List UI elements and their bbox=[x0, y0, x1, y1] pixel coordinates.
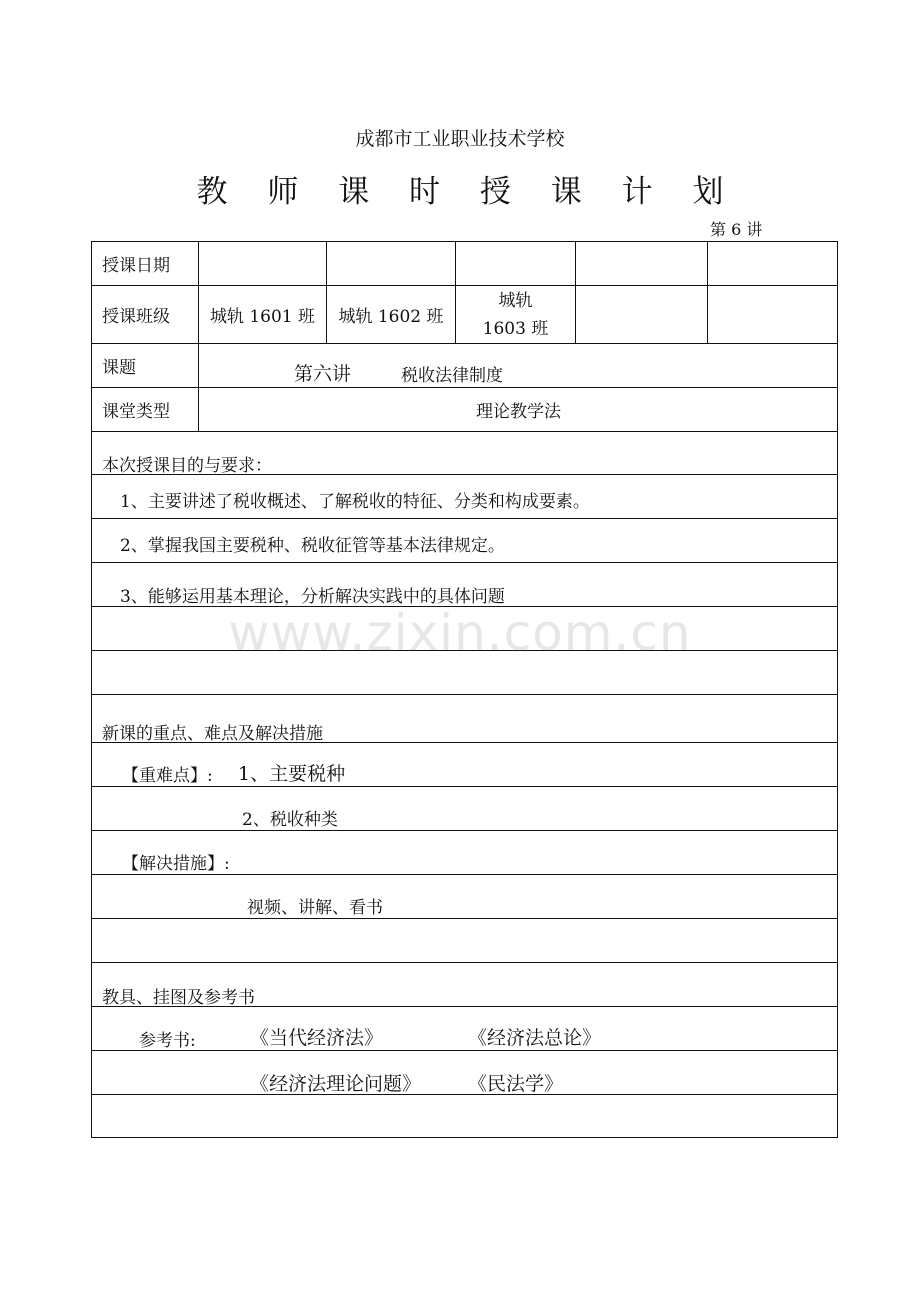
blank-row-3 bbox=[91, 918, 838, 962]
keypoints-heading-row bbox=[91, 694, 838, 742]
solution-row bbox=[91, 874, 838, 918]
objective-item-2: 2、掌握我国主要税种、税收征管等基本法律规定。 bbox=[120, 536, 505, 556]
difficulty-item-1: 1、主要税种 bbox=[238, 763, 346, 785]
difficulty-row-2 bbox=[91, 786, 838, 830]
date-cell-2 bbox=[326, 242, 455, 285]
date-cell-5 bbox=[707, 242, 838, 285]
topic-lecture: 第六讲 bbox=[294, 363, 352, 385]
class-row bbox=[91, 285, 838, 343]
class-cell-3: 城轨 1603 班 bbox=[455, 286, 575, 343]
objectives-heading: 本次授课目的与要求： bbox=[102, 456, 272, 476]
books-row-2 bbox=[91, 1050, 838, 1094]
objectives-heading-row bbox=[91, 431, 838, 474]
objective-row-1 bbox=[91, 474, 838, 518]
difficulty-item-2: 2、税收种类 bbox=[242, 810, 338, 830]
topic-label: 课题 bbox=[102, 358, 136, 378]
keypoints-heading: 新课的重点、难点及解决措施 bbox=[102, 724, 323, 744]
objective-item-1: 1、主要讲述了税收概述、了解税收的特征、分类和构成要素。 bbox=[120, 492, 590, 512]
difficulty-row-1 bbox=[91, 742, 838, 786]
class-cell-2: 城轨 1602 班 bbox=[326, 286, 455, 343]
materials-heading: 教具、挂图及参考书 bbox=[102, 988, 255, 1008]
solution-value: 视频、讲解、看书 bbox=[247, 898, 383, 918]
type-label: 课堂类型 bbox=[102, 402, 170, 422]
book-1: 《当代经济法》 bbox=[250, 1027, 384, 1049]
date-row bbox=[91, 241, 838, 285]
topic-row bbox=[91, 343, 838, 387]
ref-label: 参考书: bbox=[139, 1031, 196, 1051]
date-label: 授课日期 bbox=[102, 256, 170, 276]
books-row-1 bbox=[91, 1006, 838, 1050]
objective-row-2 bbox=[91, 518, 838, 562]
objective-row-3 bbox=[91, 562, 838, 606]
class-cell-4 bbox=[575, 286, 707, 343]
topic-value-cell bbox=[198, 344, 838, 387]
type-row bbox=[91, 387, 838, 431]
solution-label-row bbox=[91, 830, 838, 874]
book-2: 《经济法总论》 bbox=[468, 1027, 602, 1049]
book-4: 《民法学》 bbox=[468, 1073, 564, 1095]
date-cell-4 bbox=[575, 242, 707, 285]
document-title: 教 师 课 时 授 课 计 划 bbox=[196, 174, 739, 210]
school-name: 成都市工业职业技术学校 bbox=[355, 128, 565, 150]
difficulty-label: 【重难点】: bbox=[122, 766, 213, 786]
materials-heading-row bbox=[91, 962, 838, 1006]
class-cell-5 bbox=[707, 286, 838, 343]
watermark: www.zixin.com.cn bbox=[228, 604, 692, 662]
date-cell-3 bbox=[455, 242, 575, 285]
class-cell-1: 城轨 1601 班 bbox=[198, 286, 326, 343]
lecture-number: 第 6 讲 bbox=[710, 220, 763, 239]
topic-title: 税收法律制度 bbox=[401, 366, 503, 386]
objective-item-3: 3、能够运用基本理论，分析解决实践中的具体问题 bbox=[120, 587, 505, 607]
solution-label: 【解决措施】: bbox=[122, 854, 230, 874]
book-3: 《经济法理论问题》 bbox=[250, 1073, 422, 1095]
class-label: 授课班级 bbox=[102, 307, 170, 327]
type-value: 理论教学法 bbox=[198, 388, 838, 431]
date-cell-1 bbox=[198, 242, 326, 285]
blank-row-4 bbox=[91, 1094, 838, 1138]
